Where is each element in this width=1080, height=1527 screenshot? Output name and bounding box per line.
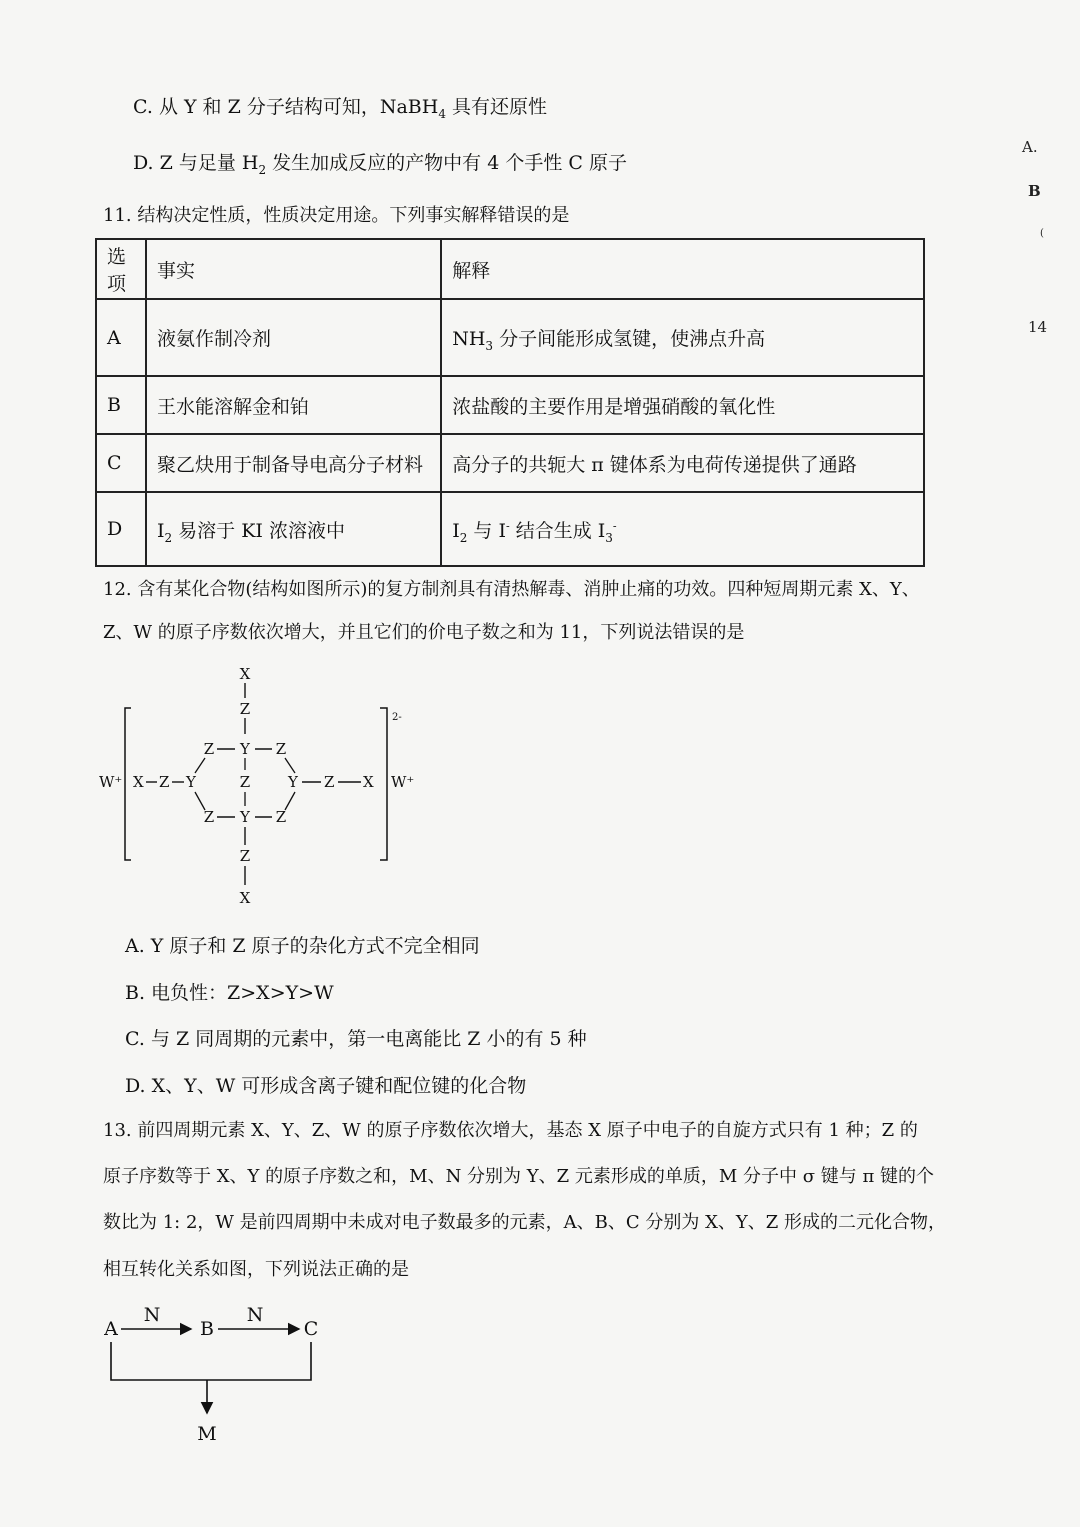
margin-fragment: B: [1028, 182, 1041, 200]
row-option: B: [96, 376, 146, 434]
q13-stem-line1: 13. 前四周期元素 X、Y、Z、W 的原子序数依次增大，基态 X 原子中电子的自旋方式只有 1 种；Z 的: [103, 1120, 918, 1141]
q12-option-d: D. X、Y、W 可形成含离子键和配位键的化合物: [125, 1075, 527, 1097]
atom: Z: [239, 700, 251, 718]
q12-stem-line1: 12. 含有某化合物(结构如图所示)的复方制剂具有清热解毒、消肿止痛的功效。四种短周期元素 X、Y、: [103, 579, 920, 600]
row-explanation: $NH_3$ 分子间能形成氢键，使沸点升高: [441, 299, 924, 376]
reagent-n1: N: [143, 1304, 161, 1326]
margin-fragment: A.: [1022, 138, 1038, 156]
atom: Z: [159, 773, 170, 791]
table-header-row: [96, 239, 924, 299]
atom: X: [239, 889, 251, 907]
atom: Y: [240, 808, 250, 826]
atom: Z: [239, 847, 251, 865]
header-explanation: 解释: [441, 239, 924, 299]
table-row: [96, 299, 924, 376]
row-explanation: 浓盐酸的主要作用是增强硝酸的氧化性: [441, 376, 924, 434]
atom: Y: [186, 773, 196, 791]
q12-option-b: B. 电负性：Z>X>Y>W: [125, 982, 334, 1004]
header-fact: 事实: [146, 239, 441, 299]
q11-table: [95, 238, 925, 567]
q13-stem-line3: 数比为 1: 2，W 是前四周期中未成对电子数最多的元素，A、B、C 分别为 X、Y、Z 形成的二元化合物，: [103, 1212, 946, 1233]
table-row: [96, 376, 924, 434]
q12-structure-diagram: [95, 662, 425, 912]
margin-fragment: 14: [1028, 318, 1048, 336]
compound-b: B: [200, 1318, 214, 1340]
q12-option-c: C. 与 Z 同周期的元素中，第一电离能比 Z 小的有 5 种: [125, 1028, 587, 1050]
row-fact: 王水能溶解金和铂: [146, 376, 441, 434]
row-explanation: $I_2$ 与 I- 结合生成 $I_3^-$: [441, 492, 924, 566]
margin-fragment: (: [1040, 228, 1044, 239]
atom: Z: [275, 808, 287, 826]
atom: Z: [239, 773, 251, 791]
q13-stem-line4: 相互转化关系如图，下列说法正确的是: [103, 1259, 409, 1280]
compound-a: A: [104, 1318, 118, 1340]
compound-c: C: [303, 1318, 319, 1340]
atom: Y: [288, 773, 298, 791]
charge-label: 2-: [392, 712, 402, 723]
row-fact: 聚乙炔用于制备导电高分子材料: [146, 434, 441, 492]
atom: X: [239, 665, 251, 683]
atom: Z: [203, 740, 215, 758]
q12-stem-line2: Z、W 的原子序数依次增大，并且它们的价电子数之和为 11，下列说法错误的是: [103, 622, 745, 643]
q12-option-a: A. Y 原子和 Z 原子的杂化方式不完全相同: [125, 935, 480, 957]
table-row: [96, 434, 924, 492]
reagent-n2: N: [246, 1304, 264, 1326]
row-option: D: [96, 492, 146, 566]
header-option: 选项: [96, 239, 146, 299]
row-fact: 液氨作制冷剂: [146, 299, 441, 376]
atom: Z: [203, 808, 215, 826]
q11-stem: 11. 结构决定性质，性质决定用途。下列事实解释错误的是: [103, 205, 570, 226]
q10-option-d: D. Z 与足量 $H_2$ 发生加成反应的产物中有 4 个手性 C 原子: [133, 152, 627, 177]
q13-conversion-diagram: [95, 1300, 335, 1450]
q10-option-c: C. 从 Y 和 Z 分子结构可知，NaBH$_4$ 具有还原性: [133, 96, 548, 121]
atom: Z: [275, 740, 287, 758]
product-m: M: [197, 1423, 217, 1445]
row-explanation: 高分子的共轭大 π 键体系为电荷传递提供了通路: [441, 434, 924, 492]
row-fact: $I_2$ 易溶于 KI 浓溶液中: [146, 492, 441, 566]
row-option: C: [96, 434, 146, 492]
atom: Z: [324, 773, 335, 791]
row-option: A: [96, 299, 146, 376]
atom: Y: [240, 740, 250, 758]
counter-ion-left: W⁺: [99, 773, 123, 791]
table-row: [96, 492, 924, 566]
atom: X: [133, 773, 144, 791]
q13-stem-line2: 原子序数等于 X、Y 的原子序数之和，M、N 分别为 Y、Z 元素形成的单质，M 分子中 σ 键与 π 键的个: [103, 1166, 935, 1187]
atom: X: [363, 773, 374, 791]
counter-ion-right: W⁺: [391, 773, 415, 791]
